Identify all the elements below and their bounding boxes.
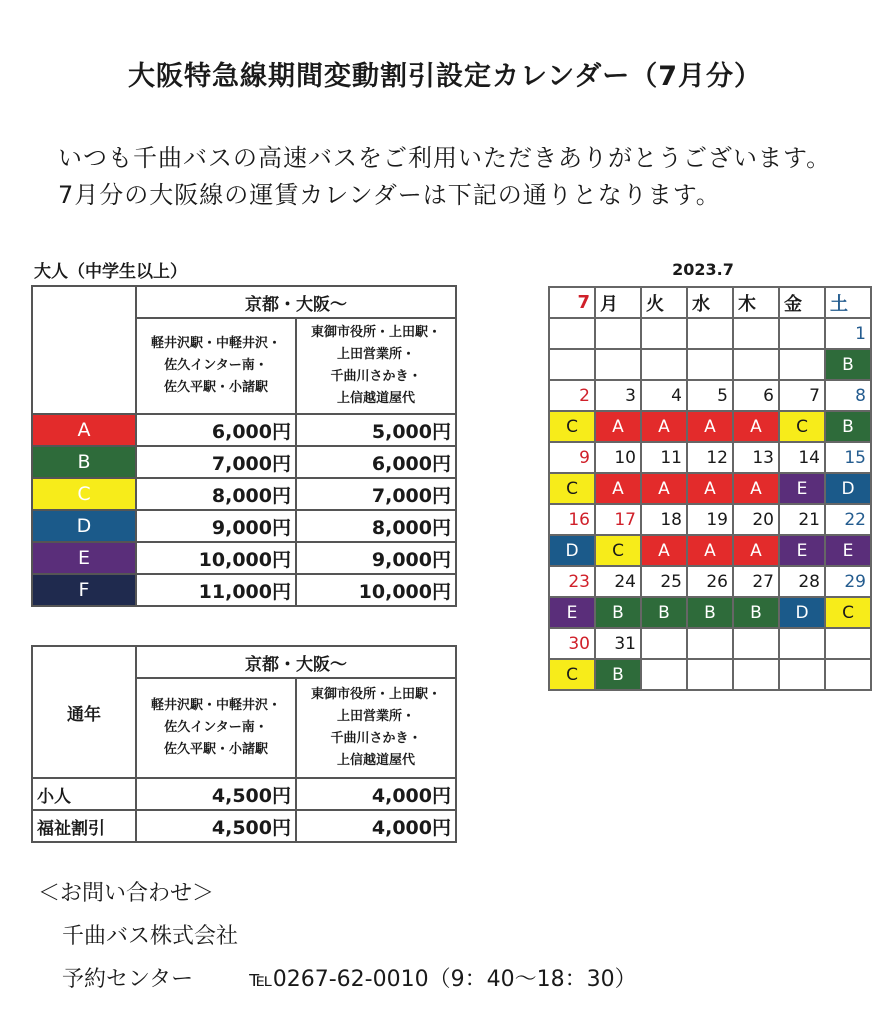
fare-amount-1: 11,000円 [136,574,296,606]
calendar-day: 30 [549,628,595,659]
calendar-grade: C [825,597,871,628]
welfare-fare-2: 4,000円 [296,810,456,842]
calendar-grade: C [549,659,595,690]
calendar-grade-row [549,411,871,442]
fare-calendar [548,286,872,691]
phone-number: ℡0267-62-0010（9：40〜18：30） [249,967,637,992]
origin-group-2-line: 千曲川さかき・ [330,731,422,746]
calendar-day: 18 [641,504,687,535]
origin-group-2-line: 上信越道屋代 [336,391,415,406]
contact-section [38,872,637,1001]
grade-label: A [32,414,136,446]
calendar-grade: C [595,535,641,566]
calendar-day-row [549,318,871,349]
origin-group-1 [136,318,296,414]
calendar-grade: A [733,411,779,442]
calendar-day: 26 [687,566,733,597]
calendar-grade [733,349,779,380]
grade-header-blank [32,286,136,414]
calendar-day [779,318,825,349]
fare-amount-2: 6,000円 [296,446,456,478]
reservation-row [38,958,637,1001]
calendar-day: 13 [733,442,779,473]
calendar-day: 15 [825,442,871,473]
calendar-day: 16 [549,504,595,535]
weekday-label: 金 [779,287,825,318]
calendar-grade: B [733,597,779,628]
fare-amount-1: 10,000円 [136,542,296,574]
grade-label: E [32,542,136,574]
origin-group-1-line: 佐久平駅・小諸駅 [163,380,268,395]
origin-group-2-line: 東御市役所・上田駅・ [310,687,441,702]
fare-amount-2: 8,000円 [296,510,456,542]
calendar-day [641,318,687,349]
intro-line-2: 7月分の大阪線の運賃カレンダーは下記の通りとなります。 [58,181,721,209]
calendar-day-row [549,628,871,659]
calendar-day [687,628,733,659]
calendar-day: 4 [641,380,687,411]
calendar-day [549,318,595,349]
calendar-day [779,628,825,659]
calendar-grade: E [779,473,825,504]
destination-header: 京都・大阪〜 [136,646,456,678]
origin-group-2 [296,318,456,414]
welfare-fare-1: 4,500円 [136,810,296,842]
fare-amount-1: 8,000円 [136,478,296,510]
fare-amount-2: 10,000円 [296,574,456,606]
weekday-label: 木 [733,287,779,318]
calendar-month-label: 7 [549,287,595,318]
origin-group-2-line: 上信越道屋代 [336,753,415,768]
contact-heading: ＜お問い合わせ＞ [38,881,215,906]
origin-group-1 [136,678,296,778]
calendar-grade: B [825,349,871,380]
calendar-day: 28 [779,566,825,597]
calendar-day: 7 [779,380,825,411]
calendar-grade [687,659,733,690]
annual-label: 通年 [32,646,136,778]
calendar-grade-row [549,597,871,628]
calendar-day: 6 [733,380,779,411]
calendar-day [733,628,779,659]
calendar-day-row [549,380,871,411]
calendar-day: 9 [549,442,595,473]
calendar-header-row [549,287,871,318]
origin-group-2 [296,678,456,778]
calendar-day [733,318,779,349]
calendar-grade: A [687,411,733,442]
calendar-grade: E [549,597,595,628]
calendar-day: 19 [687,504,733,535]
origin-group-2-line: 上田営業所・ [336,709,415,724]
calendar-day: 2 [549,380,595,411]
fare-amount-2: 9,000円 [296,542,456,574]
calendar-grade: A [733,473,779,504]
fare-row [32,478,456,510]
calendar-grade: B [595,659,641,690]
calendar-day: 11 [641,442,687,473]
child-fare-2: 4,000円 [296,778,456,810]
annual-fare-table [31,645,457,843]
fare-row [32,446,456,478]
calendar-day: 22 [825,504,871,535]
calendar-grade: D [825,473,871,504]
calendar-grade [641,659,687,690]
calendar-grade [549,349,595,380]
origin-group-1-line: 佐久インター南・ [164,358,268,373]
calendar-day [641,628,687,659]
calendar-grade: A [641,411,687,442]
calendar-grade-row [549,535,871,566]
calendar-year-month: 2023.7 [672,260,734,279]
fare-amount-1: 7,000円 [136,446,296,478]
calendar-grade: E [825,535,871,566]
adult-fare-table [31,285,457,607]
origin-group-1-line: 軽井沢駅・中軽井沢・ [150,336,281,351]
intro-line-1: いつも千曲バスの高速バスをご利用いただきありがとうございます。 [58,144,832,172]
calendar-day: 3 [595,380,641,411]
page-title: 大阪特急線期間変動割引設定カレンダー（7月分） [127,61,763,92]
calendar-grade: C [549,473,595,504]
weekday-label: 月 [595,287,641,318]
calendar-grade: B [595,597,641,628]
origin-group-2-line: 東御市役所・上田駅・ [310,325,441,340]
fare-row [32,414,456,446]
calendar-day-row [549,442,871,473]
weekday-label: 火 [641,287,687,318]
calendar-grade [687,349,733,380]
fare-row [32,510,456,542]
fare-row [32,574,456,606]
calendar-grade-row [549,659,871,690]
origin-group-1-line: 佐久インター南・ [164,720,268,735]
calendar-grade: A [641,473,687,504]
calendar-day [687,318,733,349]
calendar-day: 24 [595,566,641,597]
adult-fare-heading: 大人（中学生以上） [34,262,187,282]
fare-amount-1: 9,000円 [136,510,296,542]
calendar-day: 1 [825,318,871,349]
fare-amount-2: 5,000円 [296,414,456,446]
welfare-fare-label: 福祉割引 [32,810,136,842]
origin-group-1-line: 軽井沢駅・中軽井沢・ [150,698,281,713]
calendar-day: 10 [595,442,641,473]
fare-row [32,542,456,574]
calendar-grade: A [595,473,641,504]
calendar-day: 12 [687,442,733,473]
calendar-grade: A [595,411,641,442]
grade-label: D [32,510,136,542]
calendar-grade [641,349,687,380]
origin-group-2-line: 上田営業所・ [336,347,415,362]
calendar-grade: D [549,535,595,566]
company-name: 千曲バス株式会社 [62,924,239,949]
grade-label: B [32,446,136,478]
origin-group-1-line: 佐久平駅・小諸駅 [163,742,268,757]
weekday-label: 水 [687,287,733,318]
calendar-grade: C [779,411,825,442]
calendar-day-row [549,566,871,597]
calendar-grade [825,659,871,690]
calendar-day: 20 [733,504,779,535]
child-fare-1: 4,500円 [136,778,296,810]
origin-group-2-line: 千曲川さかき・ [330,369,422,384]
child-fare-label: 小人 [32,778,136,810]
calendar-grade: B [687,597,733,628]
calendar-grade: A [687,535,733,566]
calendar-day: 27 [733,566,779,597]
calendar-day: 31 [595,628,641,659]
calendar-day-row [549,504,871,535]
calendar-day [595,318,641,349]
calendar-grade [733,659,779,690]
calendar-day: 29 [825,566,871,597]
calendar-day: 17 [595,504,641,535]
calendar-grade: A [641,535,687,566]
calendar-grade [595,349,641,380]
calendar-grade-row [549,473,871,504]
calendar-grade [779,659,825,690]
calendar-day: 5 [687,380,733,411]
fare-amount-2: 7,000円 [296,478,456,510]
calendar-grade-row [549,349,871,380]
calendar-grade: D [779,597,825,628]
calendar-day [825,628,871,659]
weekday-label: 土 [825,287,871,318]
calendar-grade: E [779,535,825,566]
intro-text [58,140,831,214]
calendar-grade: B [825,411,871,442]
calendar-grade: A [687,473,733,504]
calendar-day: 23 [549,566,595,597]
calendar-day: 21 [779,504,825,535]
calendar-day: 14 [779,442,825,473]
grade-label: C [32,478,136,510]
fare-amount-1: 6,000円 [136,414,296,446]
calendar-grade [779,349,825,380]
reservation-center: 予約センター [62,967,194,992]
calendar-grade: C [549,411,595,442]
calendar-grade: B [641,597,687,628]
calendar-day: 8 [825,380,871,411]
destination-header: 京都・大阪〜 [136,286,456,318]
calendar-day: 25 [641,566,687,597]
grade-label: F [32,574,136,606]
calendar-grade: A [733,535,779,566]
